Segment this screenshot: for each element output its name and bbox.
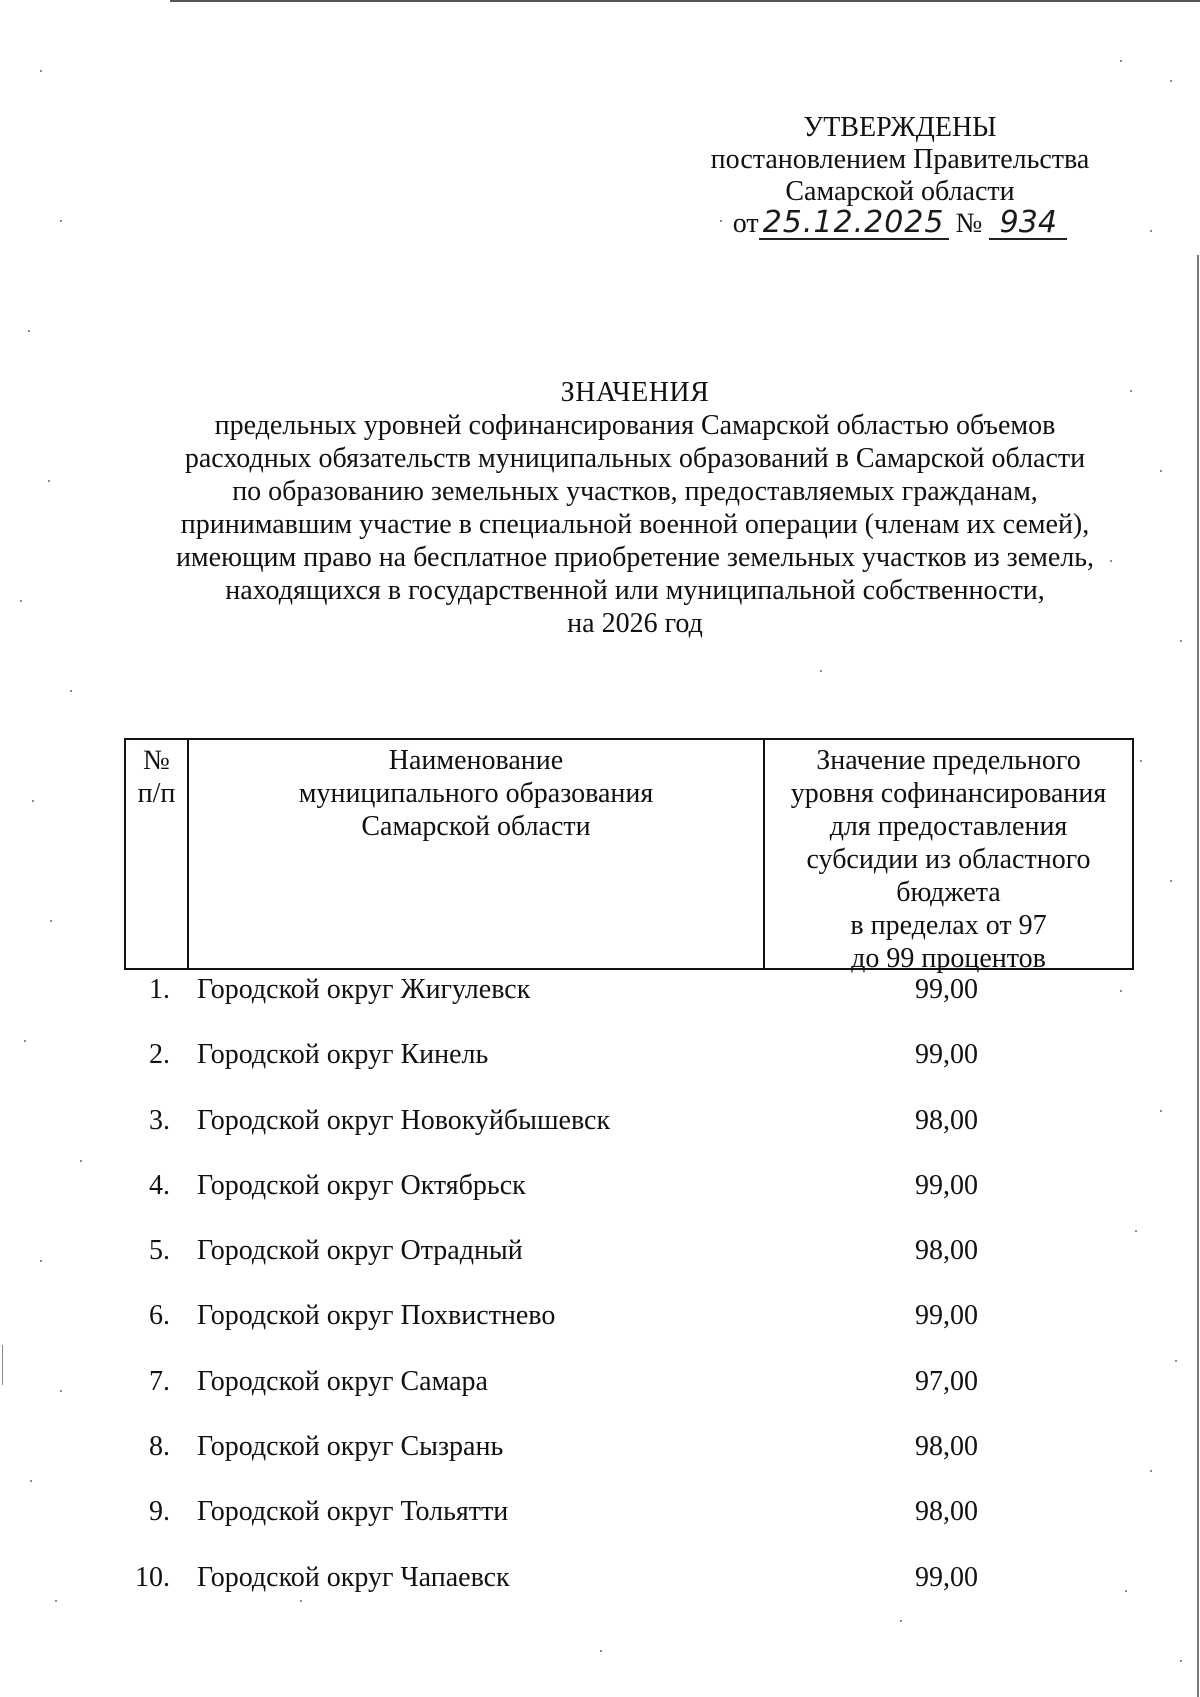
scan-speck	[1120, 990, 1122, 992]
handwritten-number: 934	[989, 208, 1067, 240]
scan-speck	[1140, 760, 1142, 762]
row-number: 1.	[149, 974, 170, 1005]
header-number-line: №	[143, 745, 170, 776]
scan-speck	[60, 1390, 62, 1392]
header-value-line: бюджета	[896, 877, 1001, 908]
row-value: 98,00	[915, 1496, 978, 1528]
scan-speck	[1110, 560, 1112, 562]
title-heading: ЗНАЧЕНИЯ	[560, 377, 710, 408]
row-municipality: Городской округ Октябрьск	[197, 1169, 526, 1201]
title-line: на 2026 год	[567, 608, 703, 639]
row-number: 7.	[149, 1365, 170, 1397]
header-municipality	[189, 740, 765, 968]
table-row	[124, 1558, 1134, 1623]
row-number: 8.	[149, 1431, 170, 1463]
title-line: принимавшим участие в специальной военной операции (членам их семей),	[180, 509, 1090, 540]
row-number: 2.	[149, 1039, 170, 1071]
scan-speck	[900, 1620, 902, 1622]
scan-speck	[60, 220, 62, 222]
row-value: 97,00	[915, 1365, 978, 1397]
header-cofinancing-value	[765, 740, 1132, 974]
header-value-line: уровня софинансирования	[790, 778, 1107, 809]
header-municipality-line: муниципального образования	[298, 778, 654, 809]
scan-speck	[1120, 60, 1122, 62]
scan-speck	[1160, 470, 1162, 472]
row-municipality: Городской округ Новокуйбышевск	[197, 1104, 611, 1136]
scan-edge-left	[2, 1345, 3, 1385]
row-municipality: Городской округ Сызрань	[197, 1431, 504, 1463]
row-value: 99,00	[915, 974, 978, 1005]
table-row	[124, 1101, 1134, 1166]
title-line: расходных обязательств муниципальных образований в Самарской области	[184, 443, 1086, 474]
row-number: 4.	[149, 1169, 170, 1201]
row-number: 5.	[149, 1235, 170, 1267]
header-value-line: субсидии из областного	[806, 844, 1091, 875]
scan-speck	[20, 600, 22, 602]
scan-speck	[32, 800, 34, 802]
table-row	[124, 1035, 1134, 1100]
scan-speck	[50, 920, 52, 922]
table-body	[124, 970, 1134, 1623]
header-number-line: п/п	[137, 778, 176, 809]
scan-speck	[40, 70, 42, 72]
title-line: находящихся в государственной или муниципальной собственности,	[225, 575, 1045, 606]
table-row	[124, 1362, 1134, 1427]
row-municipality: Городской округ Похвистнево	[197, 1300, 556, 1332]
title-line: предельных уровней софинансирования Самарской областью объемов	[214, 410, 1056, 441]
table-row	[124, 1492, 1134, 1557]
header-value-line: до 99 процентов	[851, 943, 1046, 974]
header-municipality-line: Наименование	[388, 745, 564, 776]
scan-edge-top	[170, 0, 1200, 2]
scan-speck	[1170, 80, 1172, 82]
header-municipality-line: Самарской области	[361, 811, 591, 842]
row-value: 98,00	[915, 1235, 978, 1267]
header-value-line: в пределах от 97	[850, 910, 1047, 941]
row-municipality: Городской округ Чапаевск	[197, 1561, 510, 1593]
date-prefix: от	[732, 208, 759, 239]
row-value: 99,00	[915, 1039, 978, 1071]
scan-speck	[1130, 390, 1132, 392]
title-line: имеющим право на бесплатное приобретение земельных участков из земель,	[175, 542, 1095, 573]
scan-speck	[600, 1650, 602, 1652]
document-title	[130, 376, 1140, 640]
row-value: 99,00	[915, 1561, 978, 1593]
row-number: 3.	[149, 1104, 170, 1136]
scan-speck	[1125, 1590, 1127, 1592]
row-number: 10.	[135, 1561, 170, 1593]
scan-speck	[1180, 640, 1182, 642]
row-number: 9.	[149, 1496, 170, 1528]
scan-speck	[1175, 1360, 1177, 1362]
scan-speck	[48, 480, 50, 482]
number-prefix: №	[955, 208, 983, 239]
table-row	[124, 1166, 1134, 1231]
scan-speck	[1160, 1110, 1162, 1112]
header-number	[126, 740, 189, 968]
approval-region: Самарской области	[785, 176, 1015, 207]
header-value-line: Значение предельного	[816, 745, 1081, 776]
table-row	[124, 1427, 1134, 1492]
scan-speck	[1150, 230, 1152, 232]
row-municipality: Городской округ Самара	[197, 1365, 488, 1397]
scan-speck	[300, 1600, 302, 1602]
table-row	[124, 970, 1134, 1035]
row-municipality: Городской округ Жигулевск	[197, 974, 531, 1005]
scan-edge-right	[1197, 255, 1199, 1697]
header-value-line: для предоставления	[829, 811, 1068, 842]
row-municipality: Городской округ Отрадный	[197, 1235, 523, 1267]
handwritten-date: 25.12.2025	[759, 208, 949, 240]
table-row	[124, 1231, 1134, 1296]
row-value: 99,00	[915, 1169, 978, 1201]
table-header	[124, 738, 1134, 974]
scan-speck	[1170, 880, 1172, 882]
row-value: 98,00	[915, 1104, 978, 1136]
scan-speck	[720, 220, 722, 222]
scan-speck	[1180, 1660, 1182, 1662]
approval-authority: постановлением Правительства	[710, 144, 1090, 175]
scan-speck	[70, 690, 72, 692]
row-municipality: Городской округ Тольятти	[197, 1496, 509, 1528]
row-value: 98,00	[915, 1431, 978, 1463]
scan-speck	[55, 1600, 57, 1602]
row-number: 6.	[149, 1300, 170, 1332]
row-municipality: Городской округ Кинель	[197, 1039, 489, 1071]
scan-speck	[820, 670, 822, 672]
approval-stamp-block	[680, 112, 1120, 248]
scan-speck	[80, 1160, 82, 1162]
scan-speck	[40, 1260, 42, 1262]
scan-speck	[1150, 1470, 1152, 1472]
scan-speck	[1135, 1230, 1137, 1232]
row-value: 99,00	[915, 1300, 978, 1332]
title-line: по образованию земельных участков, предоставляемых гражданам,	[232, 476, 1038, 507]
decree-date-number	[680, 205, 1120, 248]
approval-heading: УТВЕРЖДЕНЫ	[803, 112, 997, 143]
scan-speck	[24, 1040, 26, 1042]
scan-speck	[30, 1480, 32, 1482]
scan-speck	[28, 330, 30, 332]
table-row	[124, 1296, 1134, 1361]
